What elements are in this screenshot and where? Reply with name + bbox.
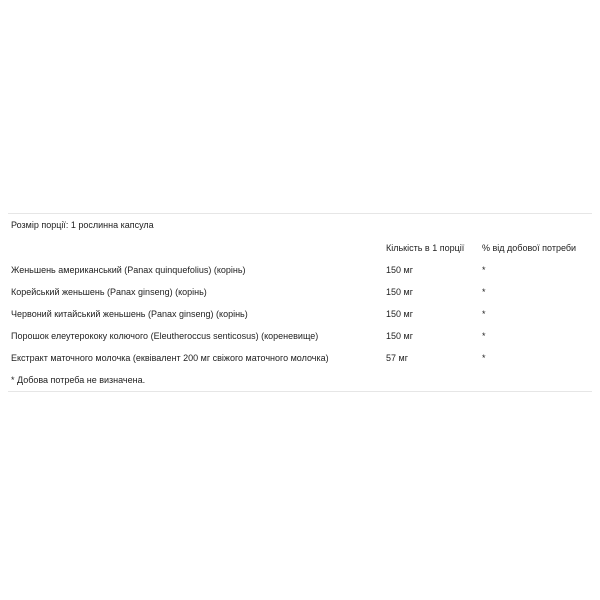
ingredient-daily-value: *	[482, 331, 486, 341]
ingredient-amount: 150 мг	[386, 265, 413, 275]
footnote: * Добова потреба не визначена.	[11, 375, 146, 385]
ingredient-name: Порошок елеутерококу колючого (Eleutheroccus senticosus) (кореневище)	[11, 331, 319, 341]
ingredient-name: Женьшень американський (Panax quinquefolius) (корінь)	[11, 265, 246, 275]
ingredient-amount: 57 мг	[386, 353, 408, 363]
table-row	[8, 303, 592, 325]
ingredient-name: Екстракт маточного молочка (еквівалент 200 мг свіжого маточного молочка)	[11, 353, 329, 363]
ingredient-daily-value: *	[482, 353, 486, 363]
ingredient-name: Корейський женьшень (Panax ginseng) (корінь)	[11, 287, 207, 297]
ingredient-amount: 150 мг	[386, 331, 413, 341]
ingredient-daily-value: *	[482, 287, 486, 297]
table-row	[8, 325, 592, 347]
amount-column-header: Кількість в 1 порції	[386, 243, 465, 253]
ingredient-amount: 150 мг	[386, 287, 413, 297]
ingredient-name: Червоний китайський женьшень (Panax ginseng) (корінь)	[11, 309, 248, 319]
serving-size: Розмір порції: 1 рослинна капсула	[11, 220, 154, 230]
supplement-facts-panel	[8, 213, 592, 392]
table-row	[8, 347, 592, 369]
table-header	[8, 237, 592, 259]
ingredient-daily-value: *	[482, 265, 486, 275]
ingredient-amount: 150 мг	[386, 309, 413, 319]
ingredient-daily-value: *	[482, 309, 486, 319]
table-row	[8, 281, 592, 303]
divider	[8, 391, 592, 392]
daily-value-column-header: % від добової потреби	[482, 243, 577, 253]
table-row	[8, 259, 592, 281]
